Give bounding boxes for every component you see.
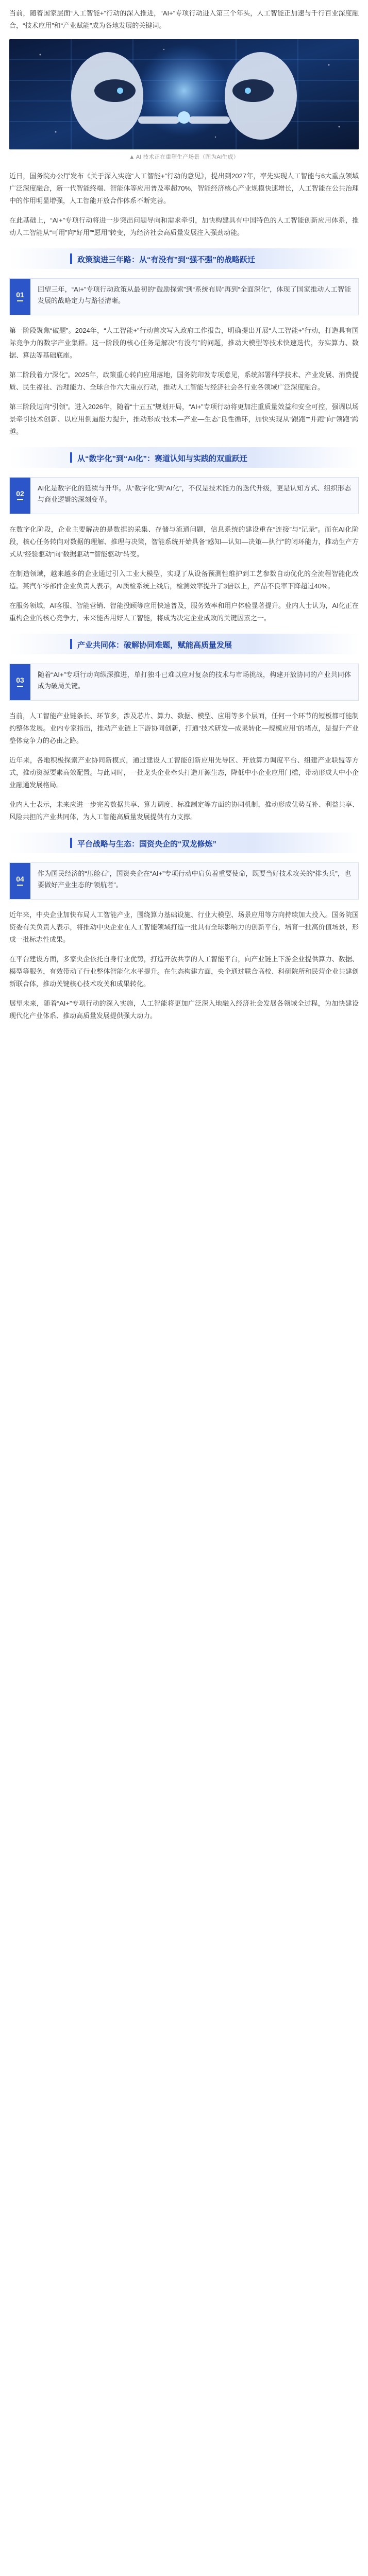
- section-number-badge: [10, 863, 30, 899]
- section-title-text: 政策演进三年路：从“有没有”到“强不强”的战略跃迁: [77, 256, 256, 264]
- section-number-badge: [10, 478, 30, 514]
- article-content: [0, 0, 368, 1022]
- section-title-3: [9, 634, 359, 654]
- intro-paragraph-3: 在此基础上，“AI+”专项行动将进一步突出问题导向和需求牵引，加快构建具有中国特色的人工智能创新应用体系，推动人工智能从“可用”向“好用”“愿用”转变，为经济社会高质量发展注入强劲动能。: [9, 216, 359, 236]
- section-title-marker: [70, 838, 72, 848]
- section-summary-1: [9, 278, 359, 315]
- section-title-2: [9, 447, 359, 468]
- number-dash: [17, 300, 23, 301]
- section-4-paragraph-1: 近年来，中央企业加快布局人工智能产业，围绕算力基础设施、行业大模型、场景应用等方向持续加大投入。国务院国资委有关负责人表示，将推动中央企业在人工智能领域打造一批具有全球影响力的创新平台，培育一批高价值场景，形成一批标志性成果。: [9, 911, 359, 943]
- intro-paragraph-1: 当前，随着国家层面“人工智能+”行动的深入推进，“AI+”专项行动进入第三个年头，人工智能正加速与千行百业深度融合，“技术应用”和“产业赋能”成为各地发展的关键词。: [9, 9, 359, 29]
- section-title-text: 从“数字化”到“AI化”：赛道认知与实践的双重跃迁: [77, 454, 248, 463]
- section-summary-4: [9, 862, 359, 900]
- section-summary-text: 回望三年，“AI+”专项行动政策从最初的“鼓励探索”到“系统布局”再到“全面深化”，体现了国家推动人工智能发展的战略定力与路径清晰。: [38, 285, 351, 304]
- section-title-marker: [70, 452, 72, 463]
- section-4-paragraph-3: 展望未来，随着“AI+”专项行动的深入实施，人工智能将更加广泛深入地融入经济社会发展各领域全过程，为加快建设现代化产业体系、推动高质量发展提供强大动力。: [9, 999, 359, 1020]
- section-title-text: 产业共同体：破解协同难题，赋能高质量发展: [77, 641, 232, 650]
- section-number: 04: [16, 875, 24, 883]
- ai-robot-illustration: [9, 39, 359, 149]
- section-title-text: 平台战略与生态：国资央企的“双龙修炼”: [77, 840, 217, 849]
- number-dash: [17, 885, 23, 886]
- section-summary-3: [9, 664, 359, 701]
- section-2-paragraph-1: 在数字化阶段，企业主要解决的是数据的采集、存储与流通问题，信息系统的建设重在“连接”与“记录”。而在AI化阶段，核心任务转向对数据的理解、推理与决策，智能系统开始具备“感知—认知—决策—执行”的闭环能力，推动生产方式从“经验驱动”向“数据驱动”“智能驱动”转变。: [9, 526, 359, 558]
- section-number-badge: [10, 664, 30, 700]
- section-1-paragraph-2: 第二阶段着力“深化”。2025年，政策重心转向应用落地，国务院印发专项意见，系统部署科学技术、产业发展、消费提质、民生福祉、治理能力、全球合作六大重点行动，推动人工智能与经济社会各行业各领域广泛深度融合。: [9, 371, 359, 391]
- section-1-paragraph-1: 第一阶段聚焦“破题”。2024年，“人工智能+”行动首次写入政府工作报告，明确提出开展“人工智能+”行动，打造具有国际竞争力的数字产业集群。这一阶段的核心任务是解决“有没有”的问题，推动大模型等技术快速迭代，夯实算力、数据、算法等基础底座。: [9, 327, 359, 359]
- section-number-badge: [10, 279, 30, 315]
- section-title-1: [9, 248, 359, 269]
- section-3-paragraph-3: 业内人士表示，未来应进一步完善数据共享、算力调度、标准制定等方面的协同机制，推动形成优势互补、利益共享、风险共担的产业共同体，为人工智能高质量发展提供有力支撑。: [9, 801, 359, 821]
- section-summary-text: 作为国民经济的“压舱石”，国资央企在“AI+”专项行动中肩负着重要使命，既要当好技术攻关的“排头兵”，也要做好产业生态的“领航者”。: [38, 870, 351, 889]
- section-summary-text: AI化是数字化的延续与升华。从“数字化”到“AI化”，不仅是技术能力的迭代升级，更是认知方式、组织形态与商业逻辑的深刻变革。: [38, 484, 351, 503]
- section-3-paragraph-2: 近年来，各地积极探索产业协同新模式，通过建设人工智能创新应用先导区、开放算力调度平台、组建产业联盟等方式，推动资源要素高效配置。与此同时，一批龙头企业牵头打造开源生态，降低中小企业应用门槛，带动形成大中小企业融通发展格局。: [9, 756, 359, 789]
- section-title-marker: [70, 639, 72, 649]
- section-title-4: [9, 833, 359, 853]
- section-1-paragraph-3: 第三阶段迈向“引领”。进入2026年，随着“十五五”规划开局，“AI+”专项行动将更加注重质量效益和安全可控，强调以场景牵引技术创新、以应用倒逼能力提升，推动形成“技术—产业—生态”良性循环，加快实现从“跟跑”“并跑”向“领跑”跨越。: [9, 403, 359, 435]
- section-number: 01: [16, 291, 24, 299]
- section-4-paragraph-2: 在平台建设方面，多家央企依托自身行业优势，打造开放共享的人工智能平台，向产业链上下游企业提供算力、数据、模型等服务，有效带动了行业整体智能化水平提升。在生态构建方面，央企通过联合高校、科研院所和民营企业共建创新联合体，推动关键核心技术攻关和成果转化。: [9, 955, 359, 988]
- section-title-marker: [70, 253, 72, 264]
- number-dash: [17, 686, 23, 687]
- hero-caption: ▲ AI 技术正在重塑生产场景（图为AI生成）: [129, 154, 239, 160]
- section-2-paragraph-3: 在服务领域，AI客服、智能营销、智能投顾等应用快速普及，服务效率和用户体验显著提升。业内人士认为，AI化正在重构企业的核心竞争力，未来能否用好人工智能，将成为决定企业成败的关键因素之一。: [9, 602, 359, 622]
- section-summary-2: [9, 477, 359, 514]
- number-dash: [17, 499, 23, 500]
- section-2-paragraph-2: 在制造领域，越来越多的企业通过引入工业大模型，实现了从设备预测性维护到工艺参数自动优化的全流程智能化改造。某汽车零部件企业负责人表示，AI质检系统上线后，检测效率提升了3倍以上，产品不良率下降超过40%。: [9, 570, 359, 590]
- hero-image: [9, 39, 359, 149]
- section-summary-text: 随着“AI+”专项行动向纵深推进，单打独斗已难以应对复杂的技术与市场挑战，构建开放协同的产业共同体成为破局关键。: [38, 671, 351, 690]
- section-number: 02: [16, 489, 24, 498]
- section-number: 03: [16, 676, 24, 684]
- section-3-paragraph-1: 当前，人工智能产业链条长、环节多，涉及芯片、算力、数据、模型、应用等多个层面，任何一个环节的短板都可能制约整体发展。业内专家指出，推动产业链上下游协同创新，打通“技术研发—成果转化—规模应用”的堵点，是提升产业整体竞争力的必由之路。: [9, 712, 359, 744]
- intro-paragraph-2: 近日，国务院办公厅发布《关于深入实施“人工智能+”行动的意见》，提出到2027年，率先实现人工智能与6大重点领域广泛深度融合，新一代智能终端、智能体等应用普及率超70%，智能经济核心产业规模快速增长，人工智能在公共治理中的作用明显增强，人工智能开放合作体系不断完善。: [9, 172, 359, 205]
